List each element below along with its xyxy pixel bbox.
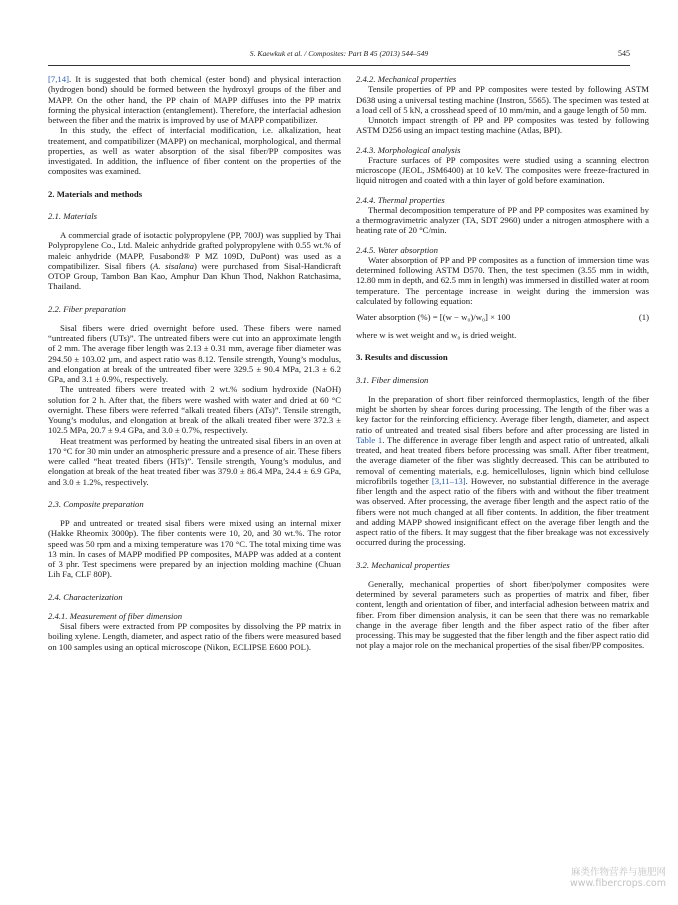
- subsubsection-heading-thermal: 2.4.4. Thermal properties: [356, 194, 445, 205]
- intro-paragraph-2: In this study, the effect of interfacial modification, i.e. alkalization, heat treatement, and compatibilizer (MAPP) on mechanical, morphological, and thermal properties, as well as water absorption of the sisal fiber/PP composites was investigated. In addition, the influence of fiber content on the properties of the composites was examined.: [48, 125, 341, 177]
- section-heading-methods: 2. Materials and methods: [48, 188, 143, 199]
- subsubsection-heading-water: 2.4.5. Water absorption: [356, 244, 438, 255]
- water-paragraph: Water absorption of PP and PP composites as a function of immersion time was determined following ASTM D570. Then, the test specimen (3.55 mm in width, 12.80 mm in depth, and 62.5 mm in length) was immersed in distilled water at room temperature. The percentage increase in weight during the immersion was calculated by following equation:: [356, 254, 649, 306]
- mech-paragraph-1: Tensile properties of PP and PP composites were tested by following ASTM D638 using a universal testing machine (Instron, 5565). The specimen was tested at a load cell of 5 kN, a crosshead speed of 10 mm/min, and a gauge length of 50 mm.: [356, 84, 649, 115]
- watermark-line-2: www.fibercrops.com: [569, 878, 666, 889]
- intro-paragraph-1: [7,14]. It is suggested that both chemical (ester bond) and physical interaction (hydrogen bond) should be formed between the hydroxyl groups of the fiber and MAPP. On the other hand, the PP chain of MAPP diffuses into the PP matrix forming the physical interaction (entanglement). Therefore, the interfacial adhesion between the fiber and the matrix is improved by use of MAPP compatibilizer.: [48, 74, 341, 125]
- fiber-paragraph-3: Heat treatment was performed by heating the untreated sisal fibers in an oven at 170 °C for 30 min under an atmospheric pressure and a presence of air. These fibers were called “heat treated fibers (HTs)”. Tensile strength, Young’s modulus, and elongation at break of the heat treated fiber was 379.0 ± 86.4 MPa, 24.4 ± 6.9 GPa, and 3.0 ± 1.2%, respectively.: [48, 435, 341, 487]
- measure-paragraph: Sisal fibers were extracted from PP composites by dissolving the PP matrix in boiling xylene. Length, diameter, and aspect ratio of the fibers were measured based on 100 samples using an optical microscope (Nikon, ECLIPSE E600 POL).: [48, 621, 341, 652]
- fiber-paragraph-2: The untreated fibers were treated with 2 wt.% sodium hydroxide (NaOH) solution for 2 h. After that, the fibers were washed with water and dried at 60 °C overnight. These fibers were referred “alkali treated fibers (ATs)”. Tensile strength, Young’s modulus, and elongation at break of the alkali treated fiber were 372.3 ± 102.5 MPa, 20.7 ± 9.4 GPa, and 3.0 ± 0.7%, respectively.: [48, 384, 341, 436]
- subsubsection-heading-morphology: 2.4.3. Morphological analysis: [356, 144, 461, 155]
- thermal-paragraph: Thermal decomposition temperature of PP and PP composites was examined by a thermogravimetric analyzer (TA, SDT 2960) under a nitrogen atmosphere with a heating rate of 20 °C/min.: [356, 204, 649, 236]
- subsection-heading-characterization: 2.4. Characterization: [48, 591, 123, 602]
- header-rule: [48, 65, 630, 66]
- subsection-heading-fiber-preparation: 2.2. Fiber preparation: [48, 303, 126, 314]
- journal-citation: S. Kaewkuk et al. / Composites: Part B 45 (2013) 544–549: [249, 49, 429, 58]
- citation-link[interactable]: [7,14]: [48, 74, 69, 84]
- morph-paragraph: Fracture surfaces of PP composites were studied using a scanning electron microscope (JEOL, JSM6400) at 10 keV. The composites were freeze-fractured in liquid nitrogen and coated with a thin layer of gold before examination.: [356, 154, 649, 186]
- page-number: 545: [618, 49, 630, 58]
- mech-paragraph-2: Unnotch impact strength of PP and PP composites was tested by following ASTM D256 using an impact testing machine (Atlas, BPI).: [356, 115, 649, 136]
- equation-expression: Water absorption (%) = [(w − w₀)/w₀] × 100: [356, 312, 511, 322]
- equation-where-paragraph: where w is wet weight and w₀ is dried weight.: [356, 330, 517, 340]
- left-column: [48, 74, 341, 652]
- running-header: [48, 49, 630, 63]
- table-link[interactable]: Table 1: [356, 434, 383, 445]
- fiber-paragraph-1: Sisal fibers were dried overnight before used. These fibers were named “untreated fibers (UTs)”. The untreated fibers were cut into an approximate length of 2 mm. The average fiber length was 2.13 ± 0.31 mm, average fiber diameter was 294.50 ± 103.02 µm, and aspect ratio was 8.12. Tensile strength, Young’s modulus, and elongation at break of the untreated fiber were 329.5 ± 90.4 MPa, 21.3 ± 6.2 GPa, and 3.1 ± 0.9%, respectively.: [48, 322, 341, 384]
- subsection-heading-mechanical-properties: 3.2. Mechanical properties: [356, 559, 450, 570]
- mechprop-paragraph: Generally, mechanical properties of short fiber/polymer composites were determined by several parameters such as properties of matrix and fiber, fiber content, length and orientation of fiber, and interfacial adhesion between matrix and fiber. From fiber dimension analysis, it can be seen that there was no remarkable change in the average fiber length and the fiber aspect ratio of the fiber after processing. This may be suggested that the fiber length and the fiber aspect ratio did not play a major role on the mechanical properties of the sisal fiber/PP composites.: [356, 578, 649, 651]
- citation-link[interactable]: [3,11–13]: [431, 475, 466, 486]
- site-watermark: [570, 867, 666, 889]
- right-column: [356, 74, 649, 651]
- subsection-heading-fiber-dimension: 3.1. Fiber dimension: [356, 374, 429, 385]
- equation-1: [356, 311, 649, 325]
- watermark-line-1: 麻类作物营养与施肥网: [570, 867, 666, 878]
- section-heading-results: 3. Results and discussion: [356, 352, 448, 363]
- fiberdim-paragraph: In the preparation of short fiber reinforced thermoplastics, length of the fiber might be shorten by shear forces during processing. The length of the fiber was a key factor for the reinforcing efficiency. Average fiber length, diameter, and aspect ratio of untreated and treated sisal fibers before and after processing are listed in Table 1. The difference in average fiber length and aspect ratio of untreated, alkali treated, and heat treated fibers before processing was small. After fiber treatment, the average diameter of the fiber was slightly decreased. This can be attributed to removal of cementing materials, e.g. hemicelluloses, lignin which bind cellulose microfibrils together [3,11–13]. However, no substantial difference in the average fiber length and the aspect ratio of the fibers with and without the fiber treatment was observed. After processing, the average fiber length and the aspect ratio of the fibers were not much changed at all fiber contents. In addition, the fiber treatment and adding MAPP showed insignificant effect on the average fiber length and the aspect ratio of the fibers. It may suggest that the fiber breakage was not excessively occurred during the processing.: [356, 393, 650, 548]
- equation-number: (1): [638, 312, 649, 322]
- subsubsection-heading-fiber-dimension: 2.4.1. Measurement of fiber dimension: [48, 610, 183, 621]
- subsubsection-heading-mechanical: 2.4.2. Mechanical properties: [356, 74, 457, 84]
- materials-paragraph: A commercial grade of isotactic polypropylene (PP, 700J) was supplied by Thai Polypropylene Co., Ltd. Maleic anhydride grafted polypropylene with 0.55 wt.% of maleic anhydride (MAPP, Fusabond® P MZ 109D, DuPont) was used as a compatibilizer. Sisal fibers (A. sisalana) were purchased from Sisal-Handicraft OTOP Group, Tambon Ban Kao, Amphur Dan Khun Thod, Nakhon Ratchasima, Thailand.: [48, 230, 341, 292]
- subsection-heading-materials: 2.1. Materials: [48, 210, 97, 221]
- composite-paragraph: PP and untreated or treated sisal fibers were mixed using an internal mixer (Hakke Rheomix 3000p). The fiber contents were 10, 20, and 30 wt.%. The rotor speed was 50 rpm and a mixing temperature was 170 °C. The total mixing time was 13 min. In cases of MAPP modified PP composites, MAPP was added at a content of 3 phr. Test specimens were prepared by an injection molding machine (Chuan Lih Fa, CLF 80P).: [48, 518, 341, 580]
- subsection-heading-composite: 2.3. Composite preparation: [48, 498, 144, 509]
